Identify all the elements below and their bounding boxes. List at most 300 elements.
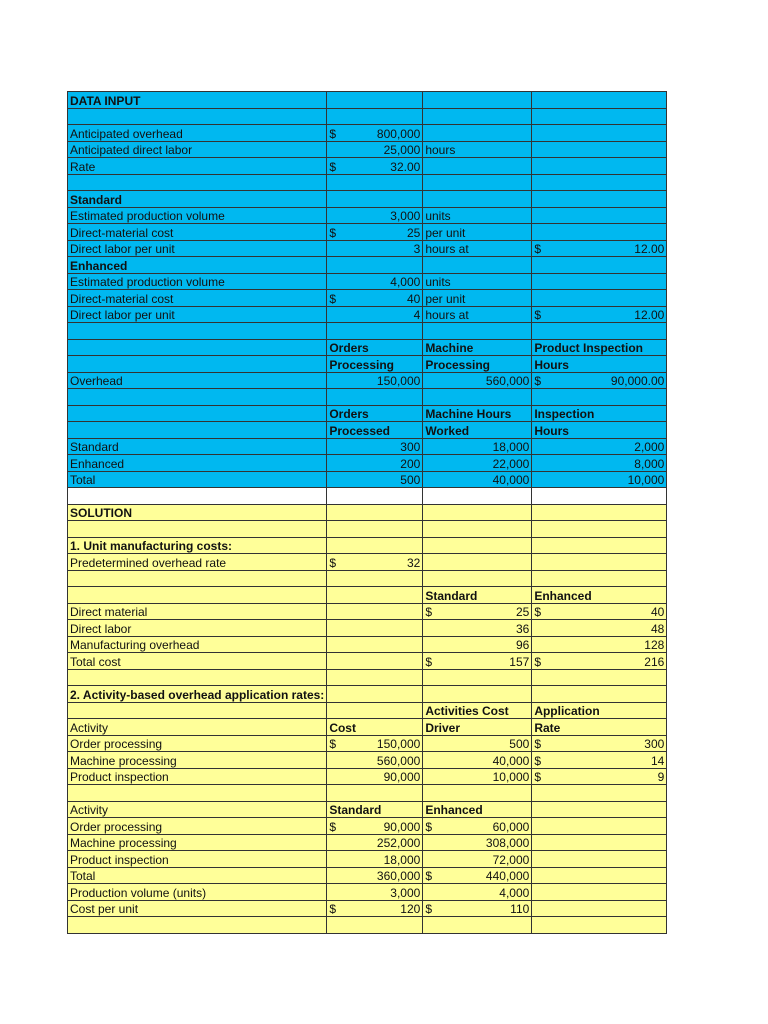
sheet-cell[interactable] xyxy=(532,917,667,934)
cell-text: Rate xyxy=(70,159,96,174)
sheet-cell[interactable] xyxy=(532,405,667,422)
cell-value: 3 xyxy=(413,242,421,256)
sheet-cell[interactable] xyxy=(68,257,327,274)
sheet-cell[interactable] xyxy=(532,801,667,818)
sheet-cell[interactable] xyxy=(532,108,667,125)
sheet-cell[interactable] xyxy=(532,900,667,917)
sheet-cell[interactable] xyxy=(423,603,532,620)
sheet-cell[interactable] xyxy=(68,537,327,554)
sheet-cell[interactable] xyxy=(327,422,423,439)
sheet-cell[interactable] xyxy=(423,785,532,802)
sheet-cell[interactable] xyxy=(68,389,327,406)
sheet-cell[interactable] xyxy=(68,752,327,769)
sheet-cell[interactable] xyxy=(423,867,532,884)
cell-text: Estimated production volume xyxy=(70,275,225,289)
sheet-cell[interactable] xyxy=(68,372,327,389)
sheet-cell[interactable] xyxy=(423,471,532,488)
sheet-row xyxy=(68,438,667,455)
sheet-cell[interactable] xyxy=(327,702,423,719)
sheet-cell[interactable] xyxy=(327,257,423,274)
cell-text: Processed xyxy=(329,423,391,438)
sheet-cell[interactable] xyxy=(327,521,423,538)
sheet-cell[interactable] xyxy=(68,306,327,323)
cell-text: Order processing xyxy=(70,819,163,834)
sheet-cell[interactable] xyxy=(68,438,327,455)
sheet-cell[interactable] xyxy=(68,867,327,884)
sheet-cell[interactable] xyxy=(423,158,532,175)
sheet-cell[interactable] xyxy=(532,191,667,208)
cell-value: 90,000 xyxy=(383,770,421,784)
sheet-cell[interactable] xyxy=(423,554,532,571)
sheet-row xyxy=(68,372,667,389)
sheet-cell[interactable] xyxy=(423,141,532,158)
sheet-cell[interactable] xyxy=(423,488,532,505)
sheet-cell[interactable] xyxy=(423,504,532,521)
sheet-cell[interactable] xyxy=(327,306,423,323)
cell-text: Processing xyxy=(329,357,395,372)
sheet-cell[interactable] xyxy=(423,521,532,538)
sheet-cell[interactable] xyxy=(68,818,327,835)
sheet-cell[interactable] xyxy=(423,422,532,439)
sheet-row xyxy=(68,504,667,521)
sheet-cell[interactable] xyxy=(68,471,327,488)
cell-value: 4 xyxy=(413,308,421,322)
sheet-cell[interactable] xyxy=(423,108,532,125)
sheet-cell[interactable] xyxy=(423,620,532,637)
cell-text: SOLUTION xyxy=(70,506,132,520)
sheet-cell[interactable] xyxy=(532,372,667,389)
sheet-cell[interactable] xyxy=(423,636,532,653)
sheet-cell[interactable] xyxy=(423,818,532,835)
sheet-cell[interactable] xyxy=(68,554,327,571)
sheet-row xyxy=(68,191,667,208)
sheet-cell[interactable] xyxy=(327,207,423,224)
currency-symbol: $ xyxy=(534,242,541,256)
sheet-cell[interactable] xyxy=(423,455,532,472)
sheet-cell[interactable] xyxy=(68,570,327,587)
cell-text: Activity xyxy=(70,720,109,735)
sheet-row xyxy=(68,752,667,769)
sheet-cell[interactable] xyxy=(68,339,327,356)
cell-value: 18,000 xyxy=(383,852,421,867)
sheet-row xyxy=(68,884,667,901)
sheet-cell[interactable] xyxy=(532,768,667,785)
sheet-cell[interactable] xyxy=(68,290,327,307)
sheet-cell[interactable] xyxy=(532,521,667,538)
sheet-cell[interactable] xyxy=(532,158,667,175)
sheet-cell[interactable] xyxy=(327,636,423,653)
sheet-cell[interactable] xyxy=(327,108,423,125)
cell-text: Production volume (units) xyxy=(70,885,207,900)
sheet-cell[interactable] xyxy=(68,620,327,637)
sheet-cell[interactable] xyxy=(68,92,327,109)
sheet-cell[interactable] xyxy=(68,834,327,851)
sheet-cell[interactable] xyxy=(423,587,532,604)
sheet-cell[interactable] xyxy=(68,224,327,241)
sheet-cell[interactable] xyxy=(423,537,532,554)
sheet-cell[interactable] xyxy=(68,174,327,191)
sheet-cell[interactable] xyxy=(423,356,532,373)
sheet-cell[interactable] xyxy=(68,702,327,719)
sheet-row xyxy=(68,620,667,637)
sheet-cell[interactable] xyxy=(68,191,327,208)
sheet-cell[interactable] xyxy=(327,92,423,109)
sheet-cell[interactable] xyxy=(327,735,423,752)
sheet-cell[interactable] xyxy=(327,323,423,340)
cell-text: hours at xyxy=(425,308,469,322)
sheet-cell[interactable] xyxy=(423,917,532,934)
cell-value: 4,000 xyxy=(390,275,421,289)
sheet-cell[interactable] xyxy=(68,422,327,439)
cell-value: 32.00 xyxy=(390,159,421,174)
sheet-cell[interactable] xyxy=(532,785,667,802)
sheet-cell[interactable] xyxy=(423,851,532,868)
sheet-cell[interactable] xyxy=(327,488,423,505)
sheet-cell[interactable] xyxy=(423,339,532,356)
sheet-row xyxy=(68,92,667,109)
sheet-cell[interactable] xyxy=(532,702,667,719)
sheet-cell[interactable] xyxy=(68,273,327,290)
sheet-cell[interactable] xyxy=(532,818,667,835)
sheet-cell[interactable] xyxy=(423,752,532,769)
sheet-cell[interactable] xyxy=(532,290,667,307)
sheet-cell[interactable] xyxy=(327,290,423,307)
currency-symbol: $ xyxy=(534,753,541,768)
sheet-cell[interactable] xyxy=(327,917,423,934)
sheet-cell[interactable] xyxy=(68,735,327,752)
sheet-cell[interactable] xyxy=(423,174,532,191)
sheet-cell[interactable] xyxy=(327,372,423,389)
sheet-cell[interactable] xyxy=(532,174,667,191)
sheet-cell[interactable] xyxy=(68,125,327,142)
sheet-cell[interactable] xyxy=(327,851,423,868)
cell-text: units xyxy=(425,275,451,289)
sheet-cell[interactable] xyxy=(532,719,667,736)
currency-symbol: $ xyxy=(534,374,541,388)
sheet-cell[interactable] xyxy=(423,834,532,851)
cell-text: Product inspection xyxy=(70,852,169,867)
sheet-cell[interactable] xyxy=(423,306,532,323)
sheet-cell[interactable] xyxy=(68,900,327,917)
cell-text: units xyxy=(425,209,451,223)
sheet-cell[interactable] xyxy=(68,141,327,158)
sheet-cell[interactable] xyxy=(68,587,327,604)
sheet-cell[interactable] xyxy=(68,356,327,373)
cell-value: 25,000 xyxy=(383,143,421,157)
sheet-cell[interactable] xyxy=(327,504,423,521)
sheet-cell[interactable] xyxy=(532,125,667,142)
sheet-cell[interactable] xyxy=(327,125,423,142)
cell-value: 360,000 xyxy=(376,869,421,883)
sheet-cell[interactable] xyxy=(68,884,327,901)
sheet-row xyxy=(68,537,667,554)
sheet-cell[interactable] xyxy=(327,191,423,208)
currency-symbol: $ xyxy=(329,159,336,174)
sheet-cell[interactable] xyxy=(327,356,423,373)
cell-value: 25 xyxy=(515,605,530,619)
sheet-cell[interactable] xyxy=(423,719,532,736)
sheet-cell[interactable] xyxy=(327,603,423,620)
sheet-cell[interactable] xyxy=(423,389,532,406)
sheet-cell[interactable] xyxy=(327,405,423,422)
sheet-cell[interactable] xyxy=(532,488,667,505)
sheet-cell[interactable] xyxy=(327,669,423,686)
cell-value: 252,000 xyxy=(376,836,421,850)
cell-value: 36 xyxy=(515,621,530,636)
sheet-cell[interactable] xyxy=(532,752,667,769)
sheet-row xyxy=(68,900,667,917)
sheet-cell[interactable] xyxy=(327,174,423,191)
sheet-row xyxy=(68,917,667,934)
currency-symbol: $ xyxy=(534,737,541,751)
cell-value: 96 xyxy=(515,638,530,652)
sheet-cell[interactable] xyxy=(423,900,532,917)
sheet-cell[interactable] xyxy=(423,669,532,686)
currency-symbol: $ xyxy=(425,605,432,619)
sheet-cell[interactable] xyxy=(327,653,423,670)
cell-text: Cost per unit xyxy=(70,902,139,916)
sheet-cell[interactable] xyxy=(68,603,327,620)
sheet-cell[interactable] xyxy=(327,900,423,917)
sheet-cell[interactable] xyxy=(68,653,327,670)
sheet-cell[interactable] xyxy=(68,405,327,422)
sheet-row xyxy=(68,488,667,505)
sheet-cell[interactable] xyxy=(423,92,532,109)
sheet-cell[interactable] xyxy=(327,719,423,736)
sheet-cell[interactable] xyxy=(68,455,327,472)
cell-value: 150,000 xyxy=(376,737,421,751)
sheet-cell[interactable] xyxy=(532,455,667,472)
sheet-cell[interactable] xyxy=(532,273,667,290)
sheet-row xyxy=(68,669,667,686)
sheet-cell[interactable] xyxy=(68,768,327,785)
sheet-cell[interactable] xyxy=(327,554,423,571)
sheet-cell[interactable] xyxy=(327,141,423,158)
sheet-cell[interactable] xyxy=(68,108,327,125)
sheet-row xyxy=(68,587,667,604)
sheet-cell[interactable] xyxy=(532,257,667,274)
sheet-cell[interactable] xyxy=(68,323,327,340)
sheet-row xyxy=(68,719,667,736)
sheet-cell[interactable] xyxy=(327,158,423,175)
sheet-row xyxy=(68,636,667,653)
cell-text: Application xyxy=(534,704,600,718)
cell-value: 120 xyxy=(400,902,421,916)
sheet-cell[interactable] xyxy=(68,785,327,802)
cell-text: Anticipated direct labor xyxy=(70,143,193,157)
cell-value: 150,000 xyxy=(376,374,421,388)
cell-value: 40 xyxy=(650,605,665,619)
sheet-cell[interactable] xyxy=(532,207,667,224)
sheet-cell[interactable] xyxy=(423,438,532,455)
sheet-cell[interactable] xyxy=(327,768,423,785)
sheet-cell[interactable] xyxy=(423,570,532,587)
currency-symbol: $ xyxy=(534,770,541,784)
sheet-cell[interactable] xyxy=(68,521,327,538)
cell-text: Orders xyxy=(329,341,369,355)
sheet-cell[interactable] xyxy=(68,488,327,505)
sheet-cell[interactable] xyxy=(532,224,667,241)
sheet-cell[interactable] xyxy=(532,422,667,439)
sheet-cell[interactable] xyxy=(532,141,667,158)
sheet-cell[interactable] xyxy=(327,273,423,290)
worksheet-grid xyxy=(67,91,667,934)
sheet-cell[interactable] xyxy=(327,752,423,769)
sheet-cell[interactable] xyxy=(532,339,667,356)
cell-text: Activity xyxy=(70,803,109,817)
sheet-cell[interactable] xyxy=(327,867,423,884)
cell-text: hours xyxy=(425,143,456,157)
cell-text: Standard xyxy=(329,803,382,817)
cell-value: 32 xyxy=(406,555,421,570)
sheet-cell[interactable] xyxy=(68,207,327,224)
sheet-cell[interactable] xyxy=(423,702,532,719)
sheet-cell[interactable] xyxy=(327,224,423,241)
sheet-cell[interactable] xyxy=(532,603,667,620)
cell-text: Rate xyxy=(534,720,561,735)
sheet-cell[interactable] xyxy=(327,818,423,835)
cell-text: Processing xyxy=(425,357,491,372)
sheet-row xyxy=(68,306,667,323)
cell-value: 500 xyxy=(400,473,421,487)
sheet-row xyxy=(68,356,667,373)
sheet-cell[interactable] xyxy=(423,273,532,290)
sheet-row xyxy=(68,257,667,274)
sheet-cell[interactable] xyxy=(532,570,667,587)
sheet-cell[interactable] xyxy=(68,669,327,686)
cell-text: Standard xyxy=(70,440,119,454)
sheet-cell[interactable] xyxy=(532,587,667,604)
sheet-cell[interactable] xyxy=(423,405,532,422)
sheet-cell[interactable] xyxy=(423,653,532,670)
cell-value: 14 xyxy=(650,753,665,768)
sheet-cell[interactable] xyxy=(327,884,423,901)
sheet-cell[interactable] xyxy=(532,389,667,406)
cell-text: Direct-material cost xyxy=(70,291,174,306)
spreadsheet xyxy=(67,91,667,934)
sheet-cell[interactable] xyxy=(327,801,423,818)
sheet-cell[interactable] xyxy=(532,636,667,653)
cell-text: per unit xyxy=(425,291,466,306)
sheet-cell[interactable] xyxy=(68,801,327,818)
sheet-row xyxy=(68,224,667,241)
cell-text: Total xyxy=(70,869,96,883)
cell-text: Total cost xyxy=(70,654,121,669)
sheet-cell[interactable] xyxy=(68,240,327,257)
sheet-cell[interactable] xyxy=(532,735,667,752)
sheet-cell[interactable] xyxy=(327,240,423,257)
cell-text: Activities Cost xyxy=(425,704,509,718)
sheet-cell[interactable] xyxy=(532,537,667,554)
currency-symbol: $ xyxy=(329,291,336,306)
sheet-row xyxy=(68,818,667,835)
sheet-cell[interactable] xyxy=(68,851,327,868)
sheet-cell[interactable] xyxy=(327,339,423,356)
sheet-cell[interactable] xyxy=(327,471,423,488)
sheet-cell[interactable] xyxy=(532,686,667,703)
sheet-cell[interactable] xyxy=(423,240,532,257)
cell-text: Machine xyxy=(425,341,474,355)
sheet-cell[interactable] xyxy=(327,438,423,455)
cell-text: Order processing xyxy=(70,737,163,751)
sheet-cell[interactable] xyxy=(327,570,423,587)
sheet-cell[interactable] xyxy=(68,686,327,703)
sheet-cell[interactable] xyxy=(327,785,423,802)
sheet-cell[interactable] xyxy=(423,191,532,208)
sheet-cell[interactable] xyxy=(532,834,667,851)
sheet-cell[interactable] xyxy=(423,768,532,785)
sheet-cell[interactable] xyxy=(423,323,532,340)
sheet-cell[interactable] xyxy=(68,719,327,736)
sheet-cell[interactable] xyxy=(327,389,423,406)
sheet-cell[interactable] xyxy=(327,587,423,604)
currency-symbol: $ xyxy=(534,654,541,669)
sheet-cell[interactable] xyxy=(532,240,667,257)
sheet-cell[interactable] xyxy=(532,867,667,884)
cell-text: hours at xyxy=(425,242,469,256)
sheet-cell[interactable] xyxy=(423,207,532,224)
cell-value: 216 xyxy=(644,654,665,669)
sheet-cell[interactable] xyxy=(532,653,667,670)
sheet-cell[interactable] xyxy=(423,290,532,307)
sheet-cell[interactable] xyxy=(68,636,327,653)
cell-text: Enhanced xyxy=(534,588,592,603)
sheet-cell[interactable] xyxy=(532,323,667,340)
sheet-cell[interactable] xyxy=(532,356,667,373)
sheet-cell[interactable] xyxy=(68,504,327,521)
sheet-cell[interactable] xyxy=(68,917,327,934)
sheet-cell[interactable] xyxy=(532,851,667,868)
cell-text: Direct labor per unit xyxy=(70,242,175,256)
sheet-cell[interactable] xyxy=(532,884,667,901)
cell-value: 300 xyxy=(644,737,665,751)
sheet-cell[interactable] xyxy=(327,620,423,637)
sheet-cell[interactable] xyxy=(532,92,667,109)
sheet-cell[interactable] xyxy=(423,257,532,274)
cell-text: Predetermined overhead rate xyxy=(70,555,227,570)
cell-value: 800,000 xyxy=(376,126,421,141)
sheet-cell[interactable] xyxy=(327,455,423,472)
cell-value: 18,000 xyxy=(492,440,530,454)
sheet-cell[interactable] xyxy=(327,834,423,851)
sheet-cell[interactable] xyxy=(423,884,532,901)
sheet-cell[interactable] xyxy=(68,158,327,175)
sheet-cell[interactable] xyxy=(532,306,667,323)
sheet-cell[interactable] xyxy=(327,537,423,554)
cell-value: 25 xyxy=(406,225,421,240)
cell-value: 110 xyxy=(510,902,530,916)
sheet-cell[interactable] xyxy=(532,620,667,637)
sheet-row xyxy=(68,158,667,175)
sheet-cell[interactable] xyxy=(532,554,667,571)
cell-text: 2. Activity-based overhead application rates: xyxy=(70,687,325,702)
sheet-cell[interactable] xyxy=(423,372,532,389)
sheet-cell[interactable] xyxy=(532,669,667,686)
sheet-cell[interactable] xyxy=(423,125,532,142)
sheet-cell[interactable] xyxy=(423,801,532,818)
sheet-row xyxy=(68,653,667,670)
sheet-cell[interactable] xyxy=(423,735,532,752)
sheet-cell[interactable] xyxy=(532,471,667,488)
sheet-row xyxy=(68,389,667,406)
cell-text: Standard xyxy=(425,588,478,603)
sheet-cell[interactable] xyxy=(423,224,532,241)
sheet-row xyxy=(68,405,667,422)
sheet-cell[interactable] xyxy=(327,686,423,703)
sheet-cell[interactable] xyxy=(532,504,667,521)
sheet-cell[interactable] xyxy=(423,686,532,703)
sheet-cell[interactable] xyxy=(532,438,667,455)
